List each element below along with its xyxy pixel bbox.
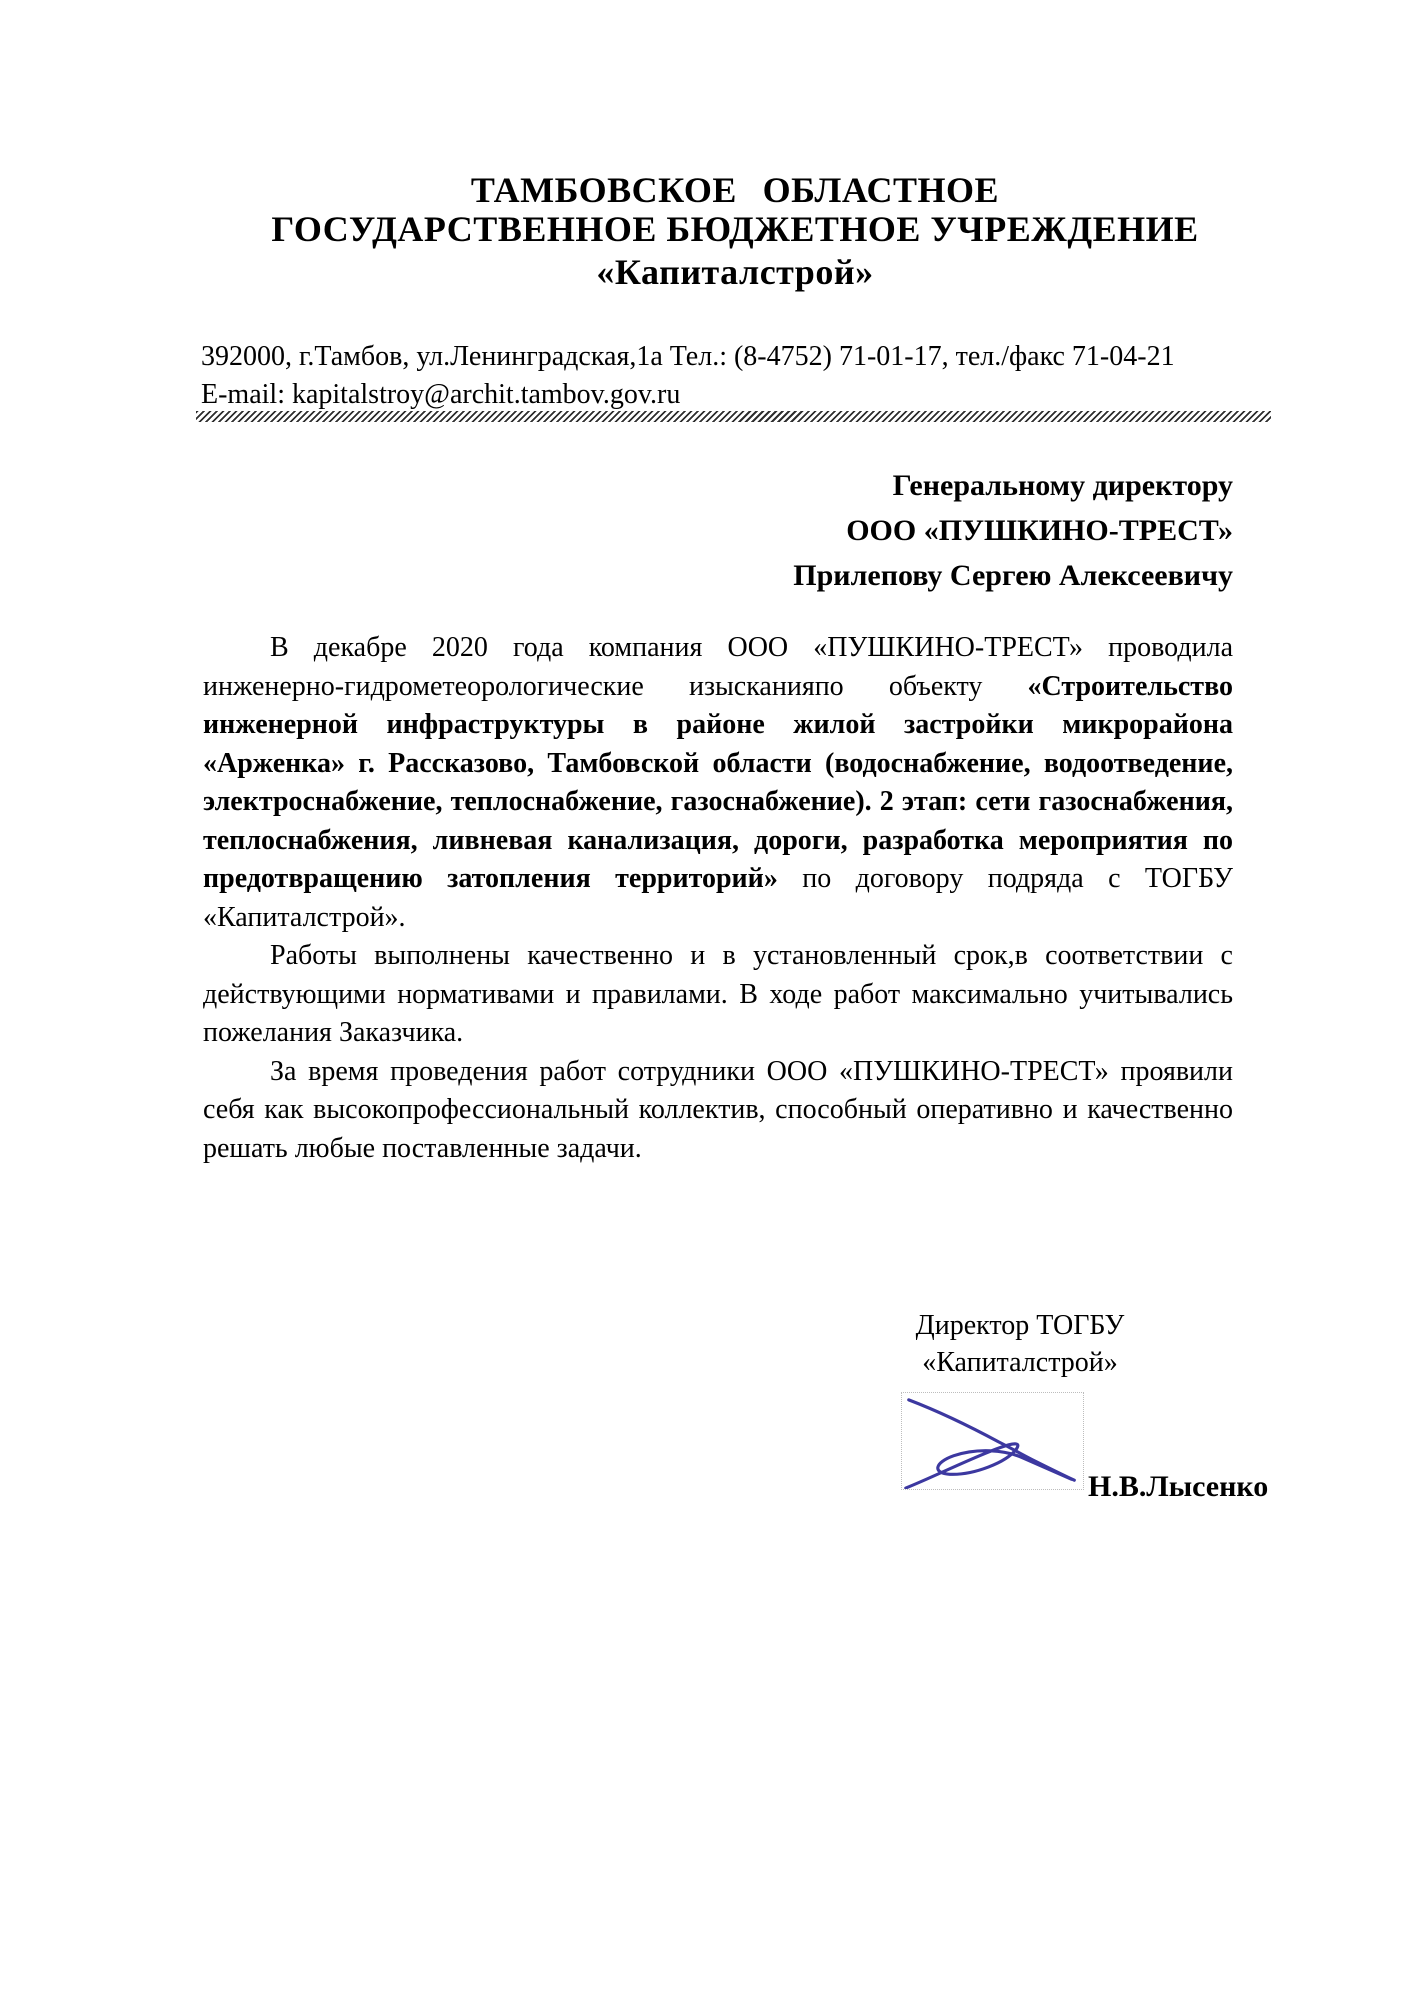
paragraph-1-end: по договору подряда с ТОГБУ «Капиталстрой».	[203, 863, 1233, 933]
signer-position-line1: Директор ТОГБУ	[915, 1310, 1125, 1341]
recipient-position: Генеральному директору	[892, 469, 1233, 502]
signature-scribble	[902, 1393, 1083, 1489]
signature-image	[901, 1392, 1084, 1490]
address-line: 392000, г.Тамбов, ул.Ленинградская,1а Тел.: (8-4752) 71-01-17, тел./факс 71-04-21	[201, 341, 1175, 372]
paragraph-1-project-title: «Строительство инженерной инфраструктуры в районе жилой застройки микрорайона «Арженка» г. Рассказово, Тамбовской области (водоснабжение, водоотведение, электроснабжение, теплоснабжение, газоснабжение). 2 этап: сети газоснабжения, теплоснабжения, ливневая канализация, дороги, разработка мероприятия по предотвращению затопления территорий»	[203, 670, 1233, 894]
signer-name: Н.В.Лысенко	[1088, 1470, 1269, 1503]
signer-position-block	[860, 1307, 1180, 1381]
org-name-line2: ГОСУДАРСТВЕННОЕ БЮДЖЕТНОЕ УЧРЕЖДЕНИЕ	[271, 209, 1199, 249]
letter-body	[203, 629, 1233, 1168]
org-name-line3: «Капиталстрой»	[596, 252, 874, 292]
letterhead-org-name	[200, 171, 1270, 292]
paragraph-1-start: В декабре 2020 года компания ООО «ПУШКИНО-ТРЕСТ» проводила инженерно-гидрометеорологические изысканияпо объекту	[203, 632, 1233, 702]
letterhead-contacts	[201, 338, 1175, 414]
recipient-block	[793, 463, 1233, 598]
paragraph-3: За время проведения работ сотрудники ООО «ПУШКИНО-ТРЕСТ» проявили себя как высокопрофессиональный коллектив, способный оперативно и качественно решать любые поставленные задачи.	[203, 1055, 1233, 1164]
email-line: E-mail: kapitalstroy@archit.tambov.gov.ru	[201, 379, 681, 410]
recipient-company: ООО «ПУШКИНО-ТРЕСТ»	[846, 514, 1233, 547]
hatched-divider	[196, 411, 1271, 422]
recipient-person: Прилепову Сергею Алексеевичу	[793, 559, 1233, 592]
paragraph-2: Работы выполнены качественно и в установленный срок,в соответствии с действующими нормативами и правилами. В ходе работ максимально учитывались пожелания Заказчика.	[203, 940, 1233, 1048]
org-name-line1: ТАМБОВСКОЕ ОБЛАСТНОЕ	[470, 170, 1000, 210]
paragraph-1	[203, 629, 1233, 937]
signer-position-line2: «Капиталстрой»	[922, 1347, 1118, 1378]
